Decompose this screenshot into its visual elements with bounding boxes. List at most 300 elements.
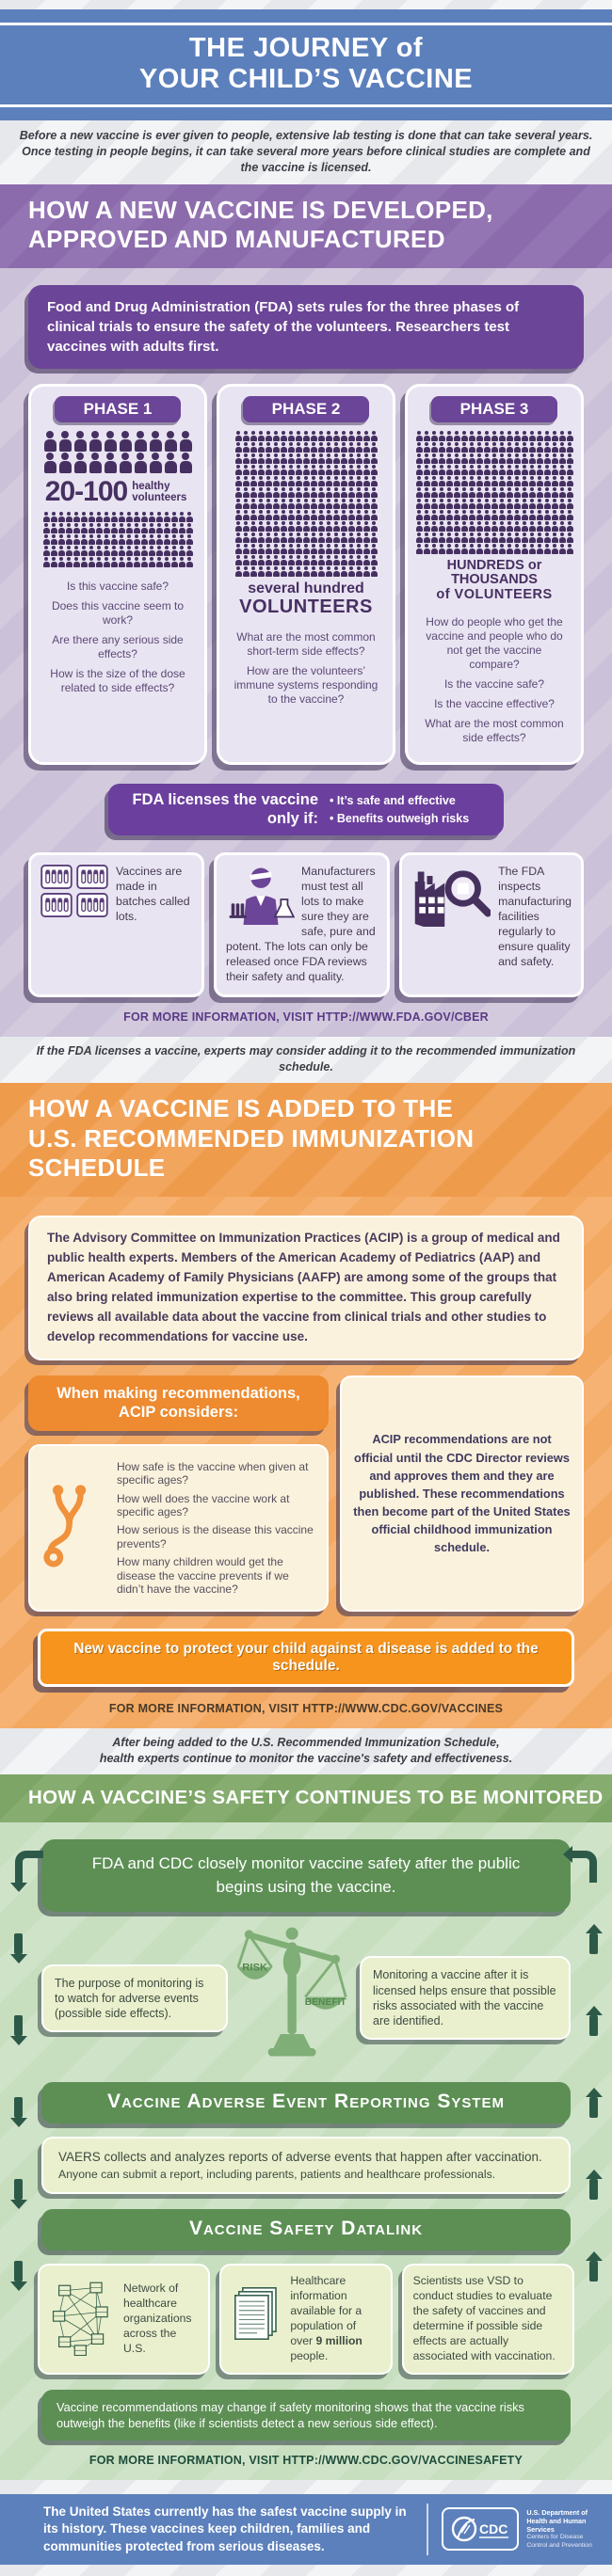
person-icon — [179, 534, 185, 545]
person-icon — [446, 533, 453, 543]
person-icon — [499, 487, 506, 498]
person-icon — [454, 499, 460, 509]
vsd-banner: Vaccine Safety Datalink — [41, 2209, 571, 2250]
person-icon — [529, 521, 536, 532]
question: How do people who get the vaccine and people who do not get the vaccine compare? — [426, 614, 563, 671]
section1-title-line-1: HOW A NEW VACCINE IS DEVELOPED, — [28, 195, 493, 224]
person-icon — [363, 499, 370, 509]
person-icon — [141, 557, 148, 567]
person-icon — [311, 566, 317, 577]
person-icon — [341, 533, 347, 543]
person-icon — [363, 487, 370, 498]
person-icon — [491, 487, 498, 498]
person-icon — [273, 544, 280, 554]
person-icon — [348, 499, 355, 509]
person-icon — [318, 476, 325, 486]
phase-3-card — [405, 384, 584, 765]
person-icon — [491, 453, 498, 464]
person-icon — [296, 533, 302, 543]
recommendation-change-box — [41, 2390, 571, 2441]
person-icon — [348, 476, 355, 486]
person-icon — [431, 465, 438, 475]
person-icon — [439, 544, 445, 554]
person-icon — [150, 431, 162, 452]
person-icon — [559, 521, 566, 532]
person-icon — [371, 510, 378, 520]
person-icon — [356, 521, 362, 532]
person-icon — [499, 465, 506, 475]
person-icon — [537, 453, 543, 464]
section1-header — [0, 184, 612, 268]
person-icon — [371, 521, 378, 532]
person-icon — [484, 465, 491, 475]
person-icon — [266, 487, 272, 498]
intro-line-1: Before a new vaccine is ever given to people, extensive lab testing is done that can take several years. — [19, 129, 593, 142]
monitoring-risks-box: Monitoring a vaccine after it is licensed helps ensure that possible risks associated with the vaccine are identified. — [360, 1956, 571, 2040]
person-icon — [559, 431, 566, 441]
person-icon — [416, 476, 423, 486]
person-icon — [318, 544, 325, 554]
person-icon — [149, 523, 155, 533]
person-icon — [522, 510, 528, 520]
section3-body — [0, 1822, 612, 2480]
person-icon — [243, 533, 250, 543]
page-title — [0, 25, 612, 104]
blue-bar — [0, 107, 612, 120]
person-icon — [273, 499, 280, 509]
person-icon — [348, 555, 355, 565]
licenses-label: FDA licenses the vaccine only if: — [132, 790, 318, 827]
fda-cdc-monitor-box — [41, 1839, 571, 1912]
intro-note — [0, 120, 612, 184]
person-icon — [552, 453, 558, 464]
up-arrow-icon — [589, 2015, 598, 2036]
person-icon — [135, 453, 147, 473]
person-icon — [491, 521, 498, 532]
person-icon — [491, 431, 498, 441]
person-icon — [111, 512, 118, 522]
bottom-stripe — [0, 2565, 612, 2576]
person-icon — [469, 510, 475, 520]
question: Is the vaccine effective? — [434, 696, 555, 710]
person-icon — [491, 499, 498, 509]
person-icon — [371, 442, 378, 453]
person-icon — [66, 557, 72, 567]
person-icon — [537, 510, 543, 520]
person-icon — [333, 487, 340, 498]
person-icon — [288, 431, 295, 441]
person-icon — [318, 555, 325, 565]
person-icon — [522, 442, 528, 453]
person-icon — [243, 431, 250, 441]
person-icon — [371, 544, 378, 554]
person-icon — [439, 465, 445, 475]
person-icon — [326, 465, 332, 475]
person-icon — [363, 544, 370, 554]
section1-body — [0, 268, 612, 1037]
person-icon — [66, 523, 72, 533]
person-icon — [499, 544, 506, 554]
person-icon — [507, 442, 513, 453]
person-icon — [311, 442, 317, 453]
person-icon — [149, 546, 155, 556]
acip-left-column — [28, 1375, 329, 1613]
up-arrow-icon — [589, 2097, 598, 2118]
vsd-network-box — [38, 2264, 210, 2374]
person-icon — [529, 476, 536, 486]
person-icon — [318, 465, 325, 475]
person-icon — [171, 512, 178, 522]
person-icon — [250, 566, 257, 577]
person-icon — [134, 523, 140, 533]
person-icon — [258, 499, 265, 509]
person-icon — [424, 476, 430, 486]
person-icon — [552, 499, 558, 509]
cycle-arrow-icon — [15, 1851, 43, 1883]
person-icon — [333, 544, 340, 554]
person-icon — [89, 512, 95, 522]
person-icon — [446, 499, 453, 509]
phase-1-questions — [37, 574, 199, 701]
person-icon — [250, 521, 257, 532]
phase-1-pill — [55, 396, 181, 422]
person-icon — [567, 487, 573, 498]
person-icon — [499, 476, 506, 486]
person-icon — [476, 431, 483, 441]
person-icon — [544, 533, 551, 543]
person-icon — [235, 510, 242, 520]
person-icon — [537, 431, 543, 441]
person-icon — [104, 523, 110, 533]
person-icon — [552, 465, 558, 475]
person-icon — [446, 476, 453, 486]
person-icon — [258, 442, 265, 453]
cdc-logo-icon — [442, 2507, 519, 2551]
crowd-icon — [234, 430, 378, 578]
person-icon — [96, 557, 103, 567]
person-icon — [326, 533, 332, 543]
person-icon — [529, 510, 536, 520]
person-icon — [363, 453, 370, 464]
person-icon — [288, 521, 295, 532]
person-icon — [273, 476, 280, 486]
person-icon — [522, 533, 528, 543]
person-icon — [469, 476, 475, 486]
person-icon — [58, 546, 65, 556]
person-icon — [529, 487, 536, 498]
person-icon — [431, 487, 438, 498]
down-arrow-icon — [14, 2097, 23, 2118]
svg-text:RISK: RISK — [242, 1962, 268, 1974]
person-icon — [273, 510, 280, 520]
person-icon — [499, 442, 506, 453]
title-line-2: YOUR CHILD’S VACCINE — [138, 64, 474, 94]
recommendation-change-text: Vaccine recommendations may change if safety monitoring shows that the vaccine risks outweigh the benefits (like if scientists detect a new serious side effect). — [56, 2399, 524, 2430]
person-icon — [476, 465, 483, 475]
risk-benefit-scale-icon — [234, 1921, 354, 2067]
person-icon — [281, 544, 287, 554]
person-icon — [507, 465, 513, 475]
bullet: • Benefits outweigh risks — [330, 810, 491, 827]
person-icon — [348, 487, 355, 498]
person-icon — [149, 534, 155, 545]
person-icon — [537, 521, 543, 532]
person-icon — [567, 521, 573, 532]
person-icon — [431, 453, 438, 464]
person-icon — [439, 431, 445, 441]
person-icon — [250, 533, 257, 543]
person-icon — [281, 476, 287, 486]
volunteer-label: several hundred — [248, 580, 364, 597]
person-icon — [164, 546, 170, 556]
person-icon — [469, 442, 475, 453]
person-icon — [424, 521, 430, 532]
person-icon — [431, 476, 438, 486]
person-icon — [461, 431, 468, 441]
person-icon — [567, 533, 573, 543]
person-icon — [258, 465, 265, 475]
person-icon — [273, 555, 280, 565]
person-icon — [341, 521, 347, 532]
person-icon — [156, 546, 163, 556]
person-icon — [499, 510, 506, 520]
person-icon — [296, 431, 302, 441]
question: Is this vaccine safe? — [66, 580, 169, 594]
person-icon — [58, 512, 65, 522]
person-icon — [104, 534, 110, 545]
person-icon — [559, 544, 566, 554]
person-icon — [134, 557, 140, 567]
person-icon — [66, 546, 72, 556]
person-icon — [416, 533, 423, 543]
person-icon — [544, 521, 551, 532]
person-icon — [461, 510, 468, 520]
person-icon — [544, 487, 551, 498]
person-icon — [522, 431, 528, 441]
person-icon — [371, 499, 378, 509]
person-icon — [484, 442, 491, 453]
person-icon — [105, 431, 117, 452]
person-icon — [59, 453, 72, 473]
person-icon — [250, 431, 257, 441]
down-arrow-icon — [14, 2261, 23, 2282]
person-icon — [250, 544, 257, 554]
person-icon — [141, 512, 148, 522]
person-icon — [567, 476, 573, 486]
question: Does this vaccine seem to work? — [51, 599, 185, 628]
crowd-icon — [42, 430, 193, 474]
title-line-1: THE JOURNEY of — [188, 33, 424, 63]
person-icon — [311, 499, 317, 509]
section2-body — [0, 1197, 612, 1728]
person-icon — [559, 442, 566, 453]
person-icon — [484, 453, 491, 464]
person-icon — [416, 442, 423, 453]
person-icon — [476, 476, 483, 486]
person-icon — [311, 533, 317, 543]
person-icon — [243, 487, 250, 498]
person-icon — [179, 523, 185, 533]
person-icon — [341, 555, 347, 565]
person-icon — [529, 533, 536, 543]
person-icon — [89, 431, 102, 452]
person-icon — [552, 533, 558, 543]
person-icon — [74, 431, 87, 452]
phase-label: PHASE — [459, 400, 516, 419]
person-icon — [171, 534, 178, 545]
person-icon — [461, 521, 468, 532]
person-icon — [281, 487, 287, 498]
person-icon — [439, 453, 445, 464]
person-icon — [235, 499, 242, 509]
person-icon — [303, 533, 310, 543]
person-icon — [446, 487, 453, 498]
person-icon — [250, 555, 257, 565]
acip-questions — [117, 1455, 315, 1601]
person-icon — [303, 453, 310, 464]
person-icon — [51, 546, 57, 556]
person-icon — [81, 546, 88, 556]
person-icon — [243, 555, 250, 565]
lots-box — [28, 852, 204, 997]
person-icon — [258, 431, 265, 441]
manufacturer-testing-text: Manufacturers must test all lots to make sure they are safe, pure and potent. The lots can only be released once FDA reviews their safety and quality. — [226, 865, 376, 984]
person-icon — [552, 510, 558, 520]
person-icon — [326, 453, 332, 464]
vsd-network-text: Network of healthcare organizations across the U.S. — [123, 2282, 192, 2355]
person-icon — [296, 521, 302, 532]
person-icon — [149, 557, 155, 567]
person-icon — [529, 544, 536, 554]
person-icon — [416, 510, 423, 520]
person-icon — [96, 546, 103, 556]
person-icon — [476, 487, 483, 498]
person-icon — [250, 465, 257, 475]
phase-2-questions — [225, 625, 387, 712]
person-icon — [356, 499, 362, 509]
person-icon — [356, 487, 362, 498]
person-icon — [552, 521, 558, 532]
person-icon — [311, 465, 317, 475]
person-icon — [537, 476, 543, 486]
person-icon — [141, 523, 148, 533]
person-icon — [537, 499, 543, 509]
person-icon — [454, 442, 460, 453]
person-icon — [431, 499, 438, 509]
person-icon — [51, 557, 57, 567]
person-icon — [544, 431, 551, 441]
person-icon — [186, 523, 193, 533]
person-icon — [476, 521, 483, 532]
person-icon — [141, 534, 148, 545]
person-icon — [156, 512, 163, 522]
person-icon — [58, 523, 65, 533]
person-icon — [266, 465, 272, 475]
person-icon — [318, 566, 325, 577]
person-icon — [243, 521, 250, 532]
person-icon — [250, 499, 257, 509]
fda-inspection-text: The FDA inspects manufacturing facilities regularly to ensure quality and safety. — [498, 865, 572, 969]
person-icon — [507, 476, 513, 486]
person-icon — [341, 499, 347, 509]
person-icon — [288, 499, 295, 509]
person-icon — [491, 510, 498, 520]
person-icon — [454, 487, 460, 498]
person-icon — [318, 533, 325, 543]
person-icon — [44, 453, 56, 473]
person-icon — [416, 521, 423, 532]
person-icon — [126, 557, 133, 567]
question: What are the most common side effects? — [425, 716, 564, 744]
top-stripe — [0, 0, 612, 9]
person-icon — [356, 544, 362, 554]
person-icon — [454, 510, 460, 520]
person-icon — [514, 510, 521, 520]
phase-2-card — [217, 384, 395, 765]
person-icon — [514, 544, 521, 554]
person-icon — [461, 465, 468, 475]
person-icon — [43, 512, 50, 522]
person-icon — [537, 533, 543, 543]
person-icon — [273, 442, 280, 453]
volunteer-label: of VOLUNTEERS — [436, 586, 553, 602]
person-icon — [552, 544, 558, 554]
person-icon — [318, 510, 325, 520]
person-icon — [416, 487, 423, 498]
person-icon — [333, 555, 340, 565]
person-icon — [311, 476, 317, 486]
person-icon — [104, 512, 110, 522]
person-icon — [341, 566, 347, 577]
person-icon — [266, 442, 272, 453]
person-icon — [348, 521, 355, 532]
person-icon — [499, 499, 506, 509]
person-icon — [288, 453, 295, 464]
person-icon — [491, 476, 498, 486]
person-icon — [461, 499, 468, 509]
person-icon — [567, 453, 573, 464]
person-icon — [59, 431, 72, 452]
person-icon — [544, 465, 551, 475]
vsd-row — [0, 2264, 612, 2374]
person-icon — [235, 476, 242, 486]
person-icon — [424, 442, 430, 453]
person-icon — [296, 487, 302, 498]
person-icon — [258, 521, 265, 532]
person-icon — [43, 534, 50, 545]
person-icon — [318, 499, 325, 509]
crowd-icon — [415, 430, 573, 555]
person-icon — [341, 431, 347, 441]
person-icon — [529, 465, 536, 475]
person-icon — [544, 544, 551, 554]
person-icon — [348, 442, 355, 453]
down-arrow-icon — [14, 1933, 23, 1954]
person-icon — [303, 555, 310, 565]
person-icon — [266, 476, 272, 486]
person-icon — [73, 557, 80, 567]
person-icon — [258, 476, 265, 486]
vsd-studies-box — [402, 2264, 574, 2374]
person-icon — [424, 465, 430, 475]
fda-licenses-banner — [108, 784, 504, 836]
person-icon — [164, 523, 170, 533]
person-icon — [431, 431, 438, 441]
person-icon — [119, 512, 125, 522]
acip-approval-box — [340, 1375, 584, 1613]
svg-text:BENEFIT: BENEFIT — [304, 1997, 346, 2009]
person-icon — [356, 510, 362, 520]
